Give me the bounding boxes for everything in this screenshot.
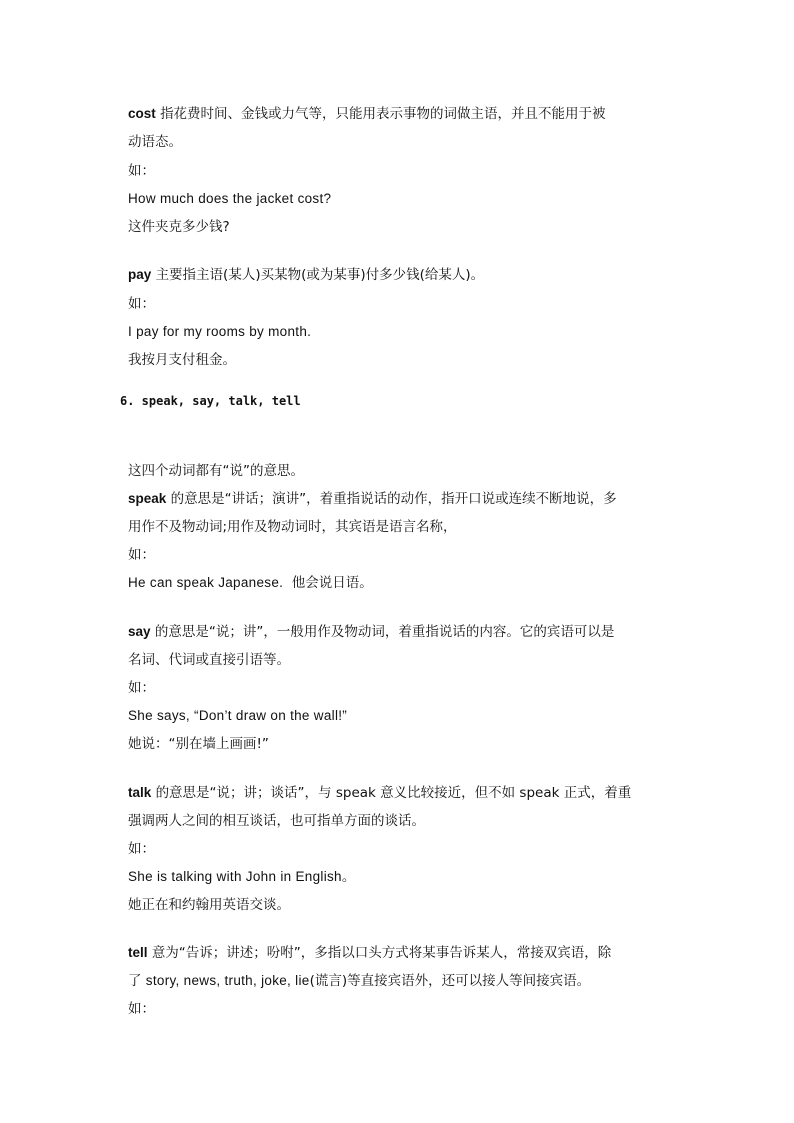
- talk-definition-text: 的意思是“说；讲；谈话”，与 speak 意义比较接近，但不如 speak 正式，着重: [155, 785, 632, 801]
- pay-example-english: I pay for my rooms by month.: [128, 324, 312, 339]
- keyword-say: say: [128, 624, 151, 639]
- pay-example-chinese: 我按月支付租金。: [128, 352, 236, 368]
- tell-definition-english: story, news, truth, joke, lie: [145, 973, 310, 988]
- talk-definition-line-1: [128, 784, 631, 802]
- keyword-pay: pay: [128, 267, 152, 282]
- keyword-speak: speak: [128, 491, 167, 506]
- speak-definition-text: 的意思是“讲话；演讲”，着重指说话的动作，指开口说或连续不断地说，多: [170, 491, 617, 507]
- cost-definition-line-1: [128, 105, 606, 123]
- speak-example-line: [128, 574, 373, 592]
- cost-example-english: How much does the jacket cost?: [128, 191, 332, 206]
- tell-definition-text: 意为“告诉；讲述；吩咐”，多指以口头方式将某事告诉某人，常接双宾语，除: [151, 945, 612, 961]
- talk-definition-line-2: 强调两人之间的相互谈话，也可指单方面的谈话。: [128, 813, 425, 829]
- speak-definition-line-1: [128, 490, 617, 508]
- say-definition-line-2: 名词、代词或直接引语等。: [128, 652, 290, 668]
- pay-definition-text: 主要指主语(某人)买某物(或为某事)付多少钱(给某人)。: [155, 267, 485, 283]
- talk-example-chinese: 她正在和约翰用英语交谈。: [128, 897, 290, 913]
- cost-definition-line-2: 动语态。: [128, 134, 182, 150]
- keyword-talk: talk: [128, 785, 152, 800]
- cost-example-chinese: 这件夹克多少钱?: [128, 219, 230, 235]
- say-definition-line-1: [128, 623, 614, 641]
- section-heading: 6. speak, say, talk, tell: [120, 394, 301, 408]
- tell-definition-suffix: (谎言)等直接宾语外，还可以接人等间接宾语。: [309, 973, 591, 989]
- talk-example-line: [128, 868, 355, 886]
- tell-definition-line-2: [128, 972, 590, 990]
- pay-definition-line: [128, 266, 484, 284]
- talk-example-label: 如：: [128, 841, 155, 857]
- speak-example-label: 如：: [128, 547, 155, 563]
- section-intro: 这四个动词都有“说”的意思。: [128, 463, 304, 479]
- say-example-label: 如：: [128, 680, 155, 696]
- speak-example-chinese: 他会说日语。: [291, 575, 373, 591]
- speak-example-english: He can speak Japanese.: [128, 575, 284, 590]
- say-example-chinese: 她说：“别在墙上画画!”: [128, 736, 269, 752]
- tell-definition-prefix: 了: [128, 973, 142, 989]
- cost-example-label: 如：: [128, 163, 155, 179]
- speak-definition-line-2: 用作不及物动词;用作及物动词时，其宾语是语言名称，: [128, 519, 457, 535]
- keyword-tell: tell: [128, 945, 148, 960]
- pay-example-label: 如：: [128, 296, 155, 312]
- keyword-cost: cost: [128, 106, 156, 121]
- talk-example-english: She is talking with John in English: [128, 869, 342, 884]
- say-example-english: She says, “Don’t draw on the wall!”: [128, 708, 348, 723]
- tell-definition-line-1: [128, 944, 611, 962]
- talk-example-period: 。: [341, 869, 356, 885]
- tell-example-label: 如：: [128, 1001, 155, 1017]
- say-definition-text: 的意思是“说；讲”，一般用作及物动词，着重指说话的内容。它的宾语可以是: [154, 624, 615, 640]
- cost-definition-text: 指花费时间、金钱或力气等，只能用表示事物的词做主语，并且不能用于被: [160, 106, 606, 122]
